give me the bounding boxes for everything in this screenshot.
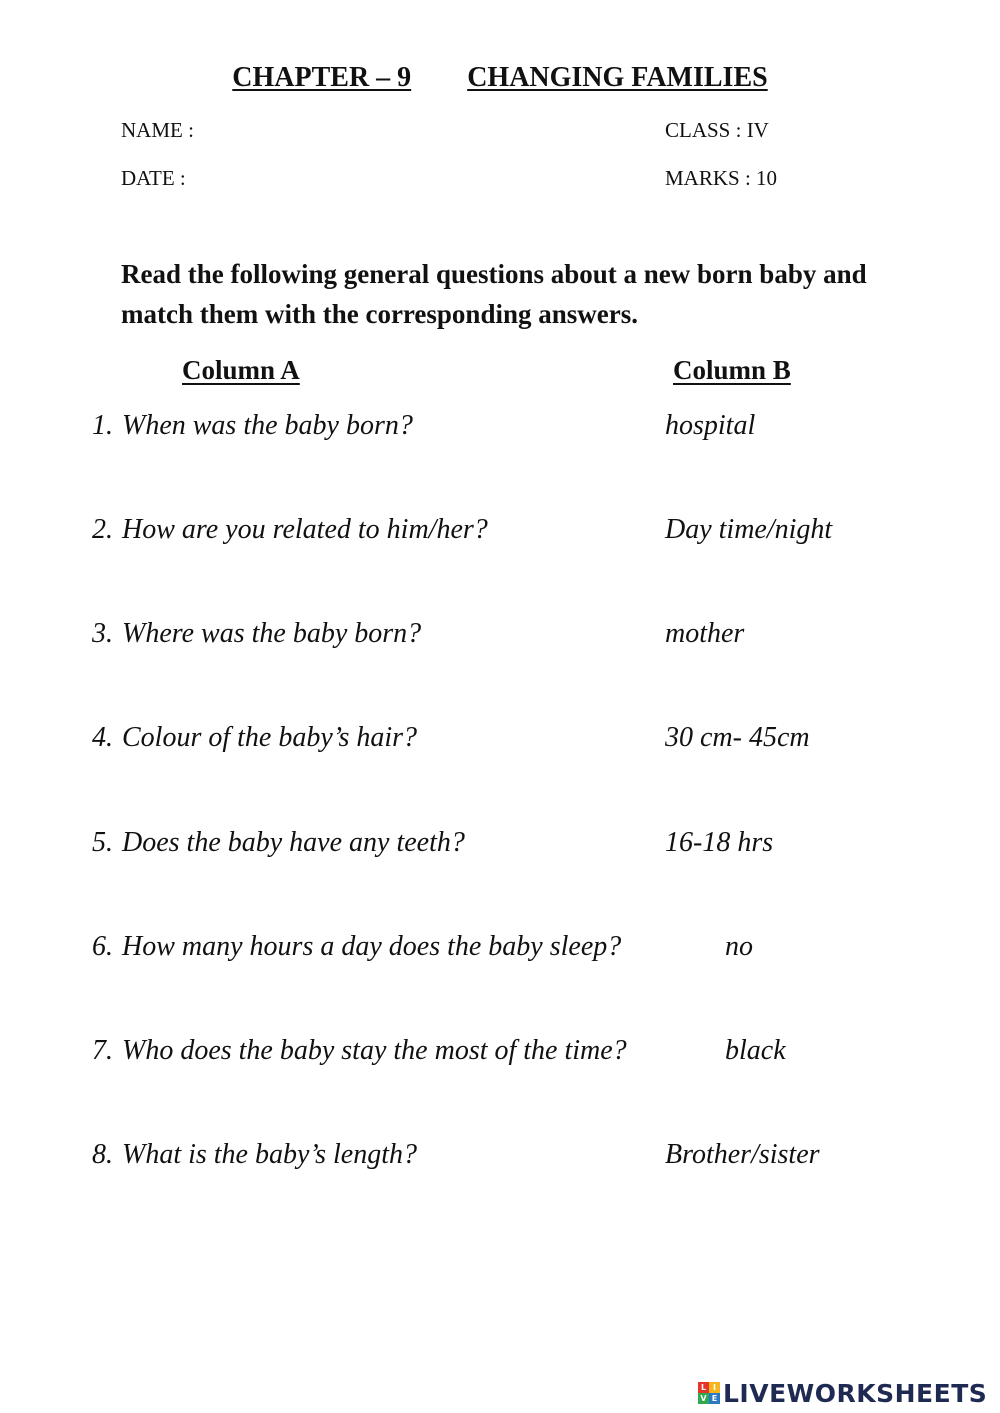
answer-item: mother [665,618,745,649]
instruction-text: Read the following general questions about a new born baby and match them with the corresponding answers. [121,259,867,329]
question-number: 5. [92,827,113,858]
chapter-number: CHAPTER – 9 [232,62,412,93]
question-item [92,1137,417,1173]
question-item [92,512,488,548]
answer-item: no [725,931,753,962]
question-text: Colour of the baby’s hair? [122,722,418,753]
logo-tile: L [698,1382,709,1393]
chapter-title: CHANGING FAMILIES [467,62,768,93]
logo-tile: I [709,1382,720,1393]
answer-item: black [725,1035,786,1066]
name-label: NAME : [121,118,194,142]
question-text: Where was the baby born? [122,618,422,649]
question-text: Who does the baby stay the most of the time? [122,1035,627,1066]
column-a-heading: Column A [182,355,300,385]
answer-item: 30 cm- 45cm [665,722,810,753]
question-number: 4. [92,722,113,753]
question-number: 2. [92,514,113,545]
question-number: 1. [92,410,113,441]
liveworksheets-logo-icon [698,1382,720,1404]
answer-item: Day time/night [665,514,833,545]
question-item [92,616,421,652]
worksheet-title [0,60,1000,96]
question-item [92,929,621,965]
answer-item: 16-18 hrs [665,827,774,858]
question-number: 7. [92,1035,113,1066]
liveworksheets-logo[interactable] [698,1376,987,1410]
question-text: Does the baby have any teeth? [122,827,465,858]
question-text: When was the baby born? [122,410,413,441]
question-text: How many hours a day does the baby sleep? [122,931,622,962]
logo-tile: E [709,1393,720,1404]
column-b-heading: Column B [673,355,791,385]
question-item [92,720,417,756]
question-text: How are you related to him/her? [122,514,488,545]
question-item [92,408,413,444]
question-item [92,825,465,861]
marks-label: MARKS : 10 [665,166,778,190]
date-label: DATE : [121,166,186,190]
answer-item: Brother/sister [665,1139,820,1170]
question-number: 6. [92,931,113,962]
question-number: 3. [92,618,113,649]
question-text: What is the baby’s length? [122,1139,418,1170]
logo-tile: V [698,1393,709,1404]
answer-item: hospital [665,410,756,441]
class-label: CLASS : IV [665,118,769,142]
logo-text: LIVEWORKSHEETS [723,1378,988,1408]
question-number: 8. [92,1139,113,1170]
question-item [92,1033,627,1069]
